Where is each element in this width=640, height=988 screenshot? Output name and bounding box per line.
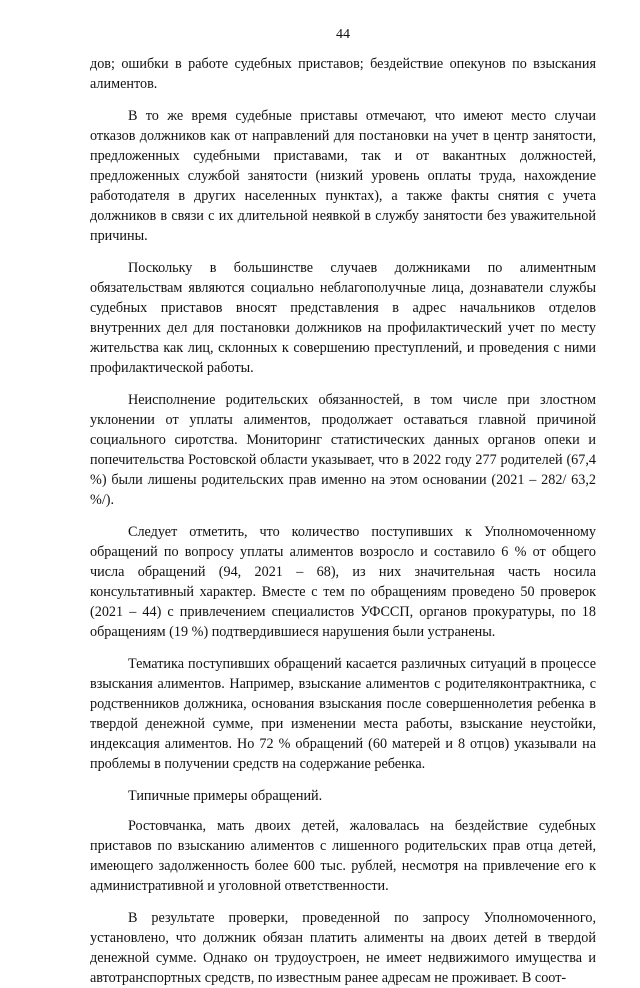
body-text bbox=[90, 54, 596, 988]
paragraph-typical-examples: Типичные примеры обращений. bbox=[128, 788, 323, 804]
page-number: 44 bbox=[336, 27, 350, 42]
paragraph-continued: дов; ошибки в работе судебных приставов; бездействие опекунов по взыскания алиментов. bbox=[90, 56, 596, 92]
paragraph-preventive-registration: Поскольку в большинстве случаев должниками по алиментным обязательствам являются социально неблагополучные лица, дознаватели службы судебных приставов вносят представления в адрес начальников отделов внутренних дел для постановки должников на профилактический учет по месту жительства как лиц, склонных к совершению преступлений, и проведения с ними профилактической работы. bbox=[90, 260, 596, 376]
paragraph-appeals-topics: Тематика поступивших обращений касается различных ситуаций в процессе взыскания алиментов. Например, взыскание алиментов с родителяконтрактника, с родственников должника, основания взыскания после совершеннолетия ребенка в твердой денежной сумме, при изменении места работы, взыскание неустойки, индексация алиментов. Но 72 % обращений (60 матерей и 8 отцов) указывали на проблемы в получении средств на содержание ребенка. bbox=[90, 656, 596, 772]
paragraph-bailiffs-refusals: В то же время судебные приставы отмечают, что имеют место случаи отказов должников как от направлений для постановки на учет в центр занятости, предложенных судебными приставами, так и от вакантных должностей, предложенных службой занятости (низкий уровень оплаты труда, нахождение работодателя в других населенных пунктах), а также факты снятия с учета должников в связи с их длительной неявкой в службу занятости без уважительной причины. bbox=[90, 108, 596, 244]
paragraph-example-rostov-mother: Ростовчанка, мать двоих детей, жаловалась на бездействие судебных приставов по взысканию алиментов с лишенного родительских прав отца детей, имеющего задолженность более 600 тыс. рублей, несмотря на привлечение его к административной и уголовной ответственности. bbox=[90, 818, 596, 894]
paragraph-social-orphanhood: Неисполнение родительских обязанностей, в том числе при злостном уклонении от уплаты алиментов, продолжает оставаться главной причиной социального сиротства. Мониторинг статистических данных органов опеки и попечительства Ростовской области указывает, что в 2022 году 277 родителей (67,4 %) были лишены родительских прав именно на этом основании (2021 – 282/ 63,2 %/). bbox=[90, 392, 596, 508]
paragraph-appeals-statistics: Следует отметить, что количество поступивших к Уполномоченному обращений по вопросу уплаты алиментов возросло и составило 6 % от общего числа обращений (94, 2021 – 68), из них значительная часть носила консультативный характер. Вместе с тем по обращениям проведено 50 проверок (2021 – 44) с привлечением специалистов УФССП, органов прокуратуры, по 18 обращениям (19 %) подтвердившиеся нарушения были устранены. bbox=[90, 524, 596, 640]
paragraph-inspection-result: В результате проверки, проведенной по запросу Уполномоченного, установлено, что должник обязан платить алименты на двоих детей в твердой денежной сумме. Однако он трудоустроен, не имеет недвижимого имущества и автотранспортных средств, по известным ранее адресам не проживает. В соот- bbox=[90, 910, 596, 986]
